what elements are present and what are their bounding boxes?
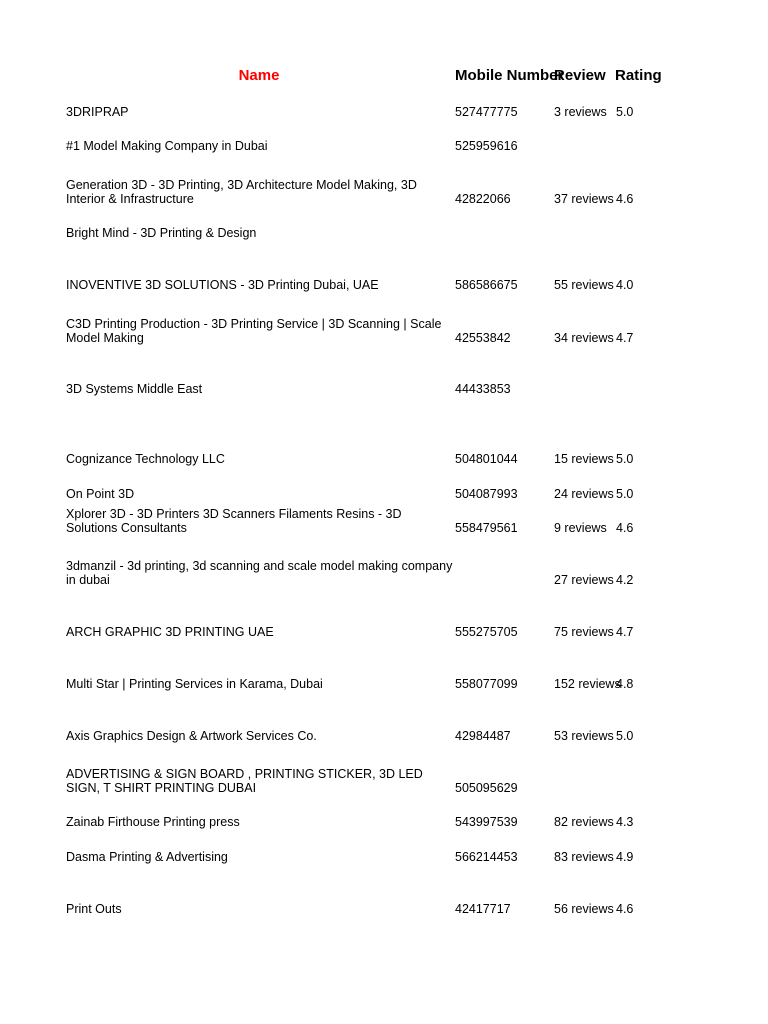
table-row	[0, 200, 768, 240]
cell-reviews: 15 reviews	[554, 451, 614, 466]
header-name: Name	[238, 67, 280, 84]
table-row	[0, 356, 768, 396]
cell-mobile-number: 504087993	[455, 486, 518, 501]
cell-mobile-number: 42553842	[455, 330, 511, 345]
cell-name: ADVERTISING & SIGN BOARD , PRINTING STICKER, 3D LED SIGN, T SHIRT PRINTING DUBAI	[66, 767, 423, 795]
cell-name: #1 Model Making Company in Dubai	[66, 138, 268, 153]
cell-reviews: 56 reviews	[554, 901, 614, 916]
cell-rating: 5.0	[616, 728, 634, 743]
cell-reviews: 55 reviews	[554, 277, 614, 292]
cell-name: Multi Star | Printing Services in Karama, Dubai	[66, 676, 323, 691]
cell-rating: 4.6	[616, 191, 634, 206]
cell-name: ARCH GRAPHIC 3D PRINTING UAE	[66, 624, 274, 639]
cell-reviews: 9 reviews	[554, 520, 607, 535]
cell-mobile-number: 527477775	[455, 104, 518, 119]
cell-reviews: 24 reviews	[554, 486, 614, 501]
table-row	[0, 651, 768, 691]
cell-reviews: 53 reviews	[554, 728, 614, 743]
cell-mobile-number: 42984487	[455, 728, 511, 743]
table-row	[0, 495, 768, 535]
cell-rating: 4.3	[616, 814, 634, 829]
cell-reviews: 37 reviews	[554, 191, 614, 206]
cell-name: Dasma Printing & Advertising	[66, 849, 228, 864]
cell-rating: 5.0	[616, 486, 634, 501]
cell-name: 3DRIPRAP	[66, 104, 129, 119]
cell-rating: 4.9	[616, 849, 634, 864]
cell-name: Bright Mind - 3D Printing & Design	[66, 225, 257, 240]
cell-mobile-number: 505095629	[455, 780, 518, 795]
cell-rating: 5.0	[616, 451, 634, 466]
cell-name: INOVENTIVE 3D SOLUTIONS - 3D Printing Dubai, UAE	[66, 277, 379, 292]
table-row	[0, 305, 768, 345]
cell-reviews: 83 reviews	[554, 849, 614, 864]
cell-rating: 4.7	[616, 624, 634, 639]
cell-reviews: 3 reviews	[554, 104, 607, 119]
table-row	[0, 426, 768, 466]
cell-reviews: 34 reviews	[554, 330, 614, 345]
cell-name: C3D Printing Production - 3D Printing Service | 3D Scanning | Scale Model Making	[66, 317, 442, 345]
cell-mobile-number: 42822066	[455, 191, 511, 206]
cell-mobile-number: 42417717	[455, 901, 511, 916]
cell-mobile-number: 525959616	[455, 138, 518, 153]
cell-name: 3dmanzil - 3d printing, 3d scanning and scale model making company in dubai	[66, 559, 453, 587]
table-row	[0, 703, 768, 743]
cell-reviews: 152 reviews	[554, 676, 621, 691]
header-review: Review	[554, 67, 606, 84]
cell-name: On Point 3D	[66, 486, 135, 501]
cell-mobile-number: 504801044	[455, 451, 518, 466]
cell-name: Cognizance Technology LLC	[66, 451, 225, 466]
cell-rating: 4.0	[616, 277, 634, 292]
cell-mobile-number: 44433853	[455, 381, 511, 396]
cell-rating: 4.8	[616, 676, 634, 691]
cell-rating: 4.6	[616, 520, 634, 535]
table-row	[0, 876, 768, 916]
cell-reviews: 27 reviews	[554, 572, 614, 587]
cell-reviews: 82 reviews	[554, 814, 614, 829]
cell-name: Zainab Firthouse Printing press	[66, 814, 240, 829]
cell-rating: 4.2	[616, 572, 634, 587]
table-row	[0, 599, 768, 639]
cell-mobile-number: 555275705	[455, 624, 518, 639]
cell-rating: 4.6	[616, 901, 634, 916]
cell-name: Generation 3D - 3D Printing, 3D Architecture Model Making, 3D Interior & Infrastructure	[66, 178, 417, 206]
cell-name: 3D Systems Middle East	[66, 381, 203, 396]
cell-rating: 4.7	[616, 330, 634, 345]
cell-mobile-number: 566214453	[455, 849, 518, 864]
table-row	[0, 252, 768, 292]
table-row	[0, 113, 768, 153]
header-mobile-number: Mobile Number	[455, 67, 564, 84]
cell-rating: 5.0	[616, 104, 634, 119]
cell-mobile-number: 586586675	[455, 277, 518, 292]
header-rating: Rating	[615, 67, 662, 84]
cell-mobile-number: 558077099	[455, 676, 518, 691]
cell-mobile-number: 558479561	[455, 520, 518, 535]
table-row	[0, 547, 768, 587]
cell-mobile-number: 543997539	[455, 814, 518, 829]
cell-name: Xplorer 3D - 3D Printers 3D Scanners Filaments Resins - 3D Solutions Consultants	[66, 507, 402, 535]
cell-reviews: 75 reviews	[554, 624, 614, 639]
table-row	[0, 824, 768, 864]
cell-name: Print Outs	[66, 901, 122, 916]
table-row	[0, 789, 768, 829]
cell-name: Axis Graphics Design & Artwork Services Co.	[66, 728, 317, 743]
